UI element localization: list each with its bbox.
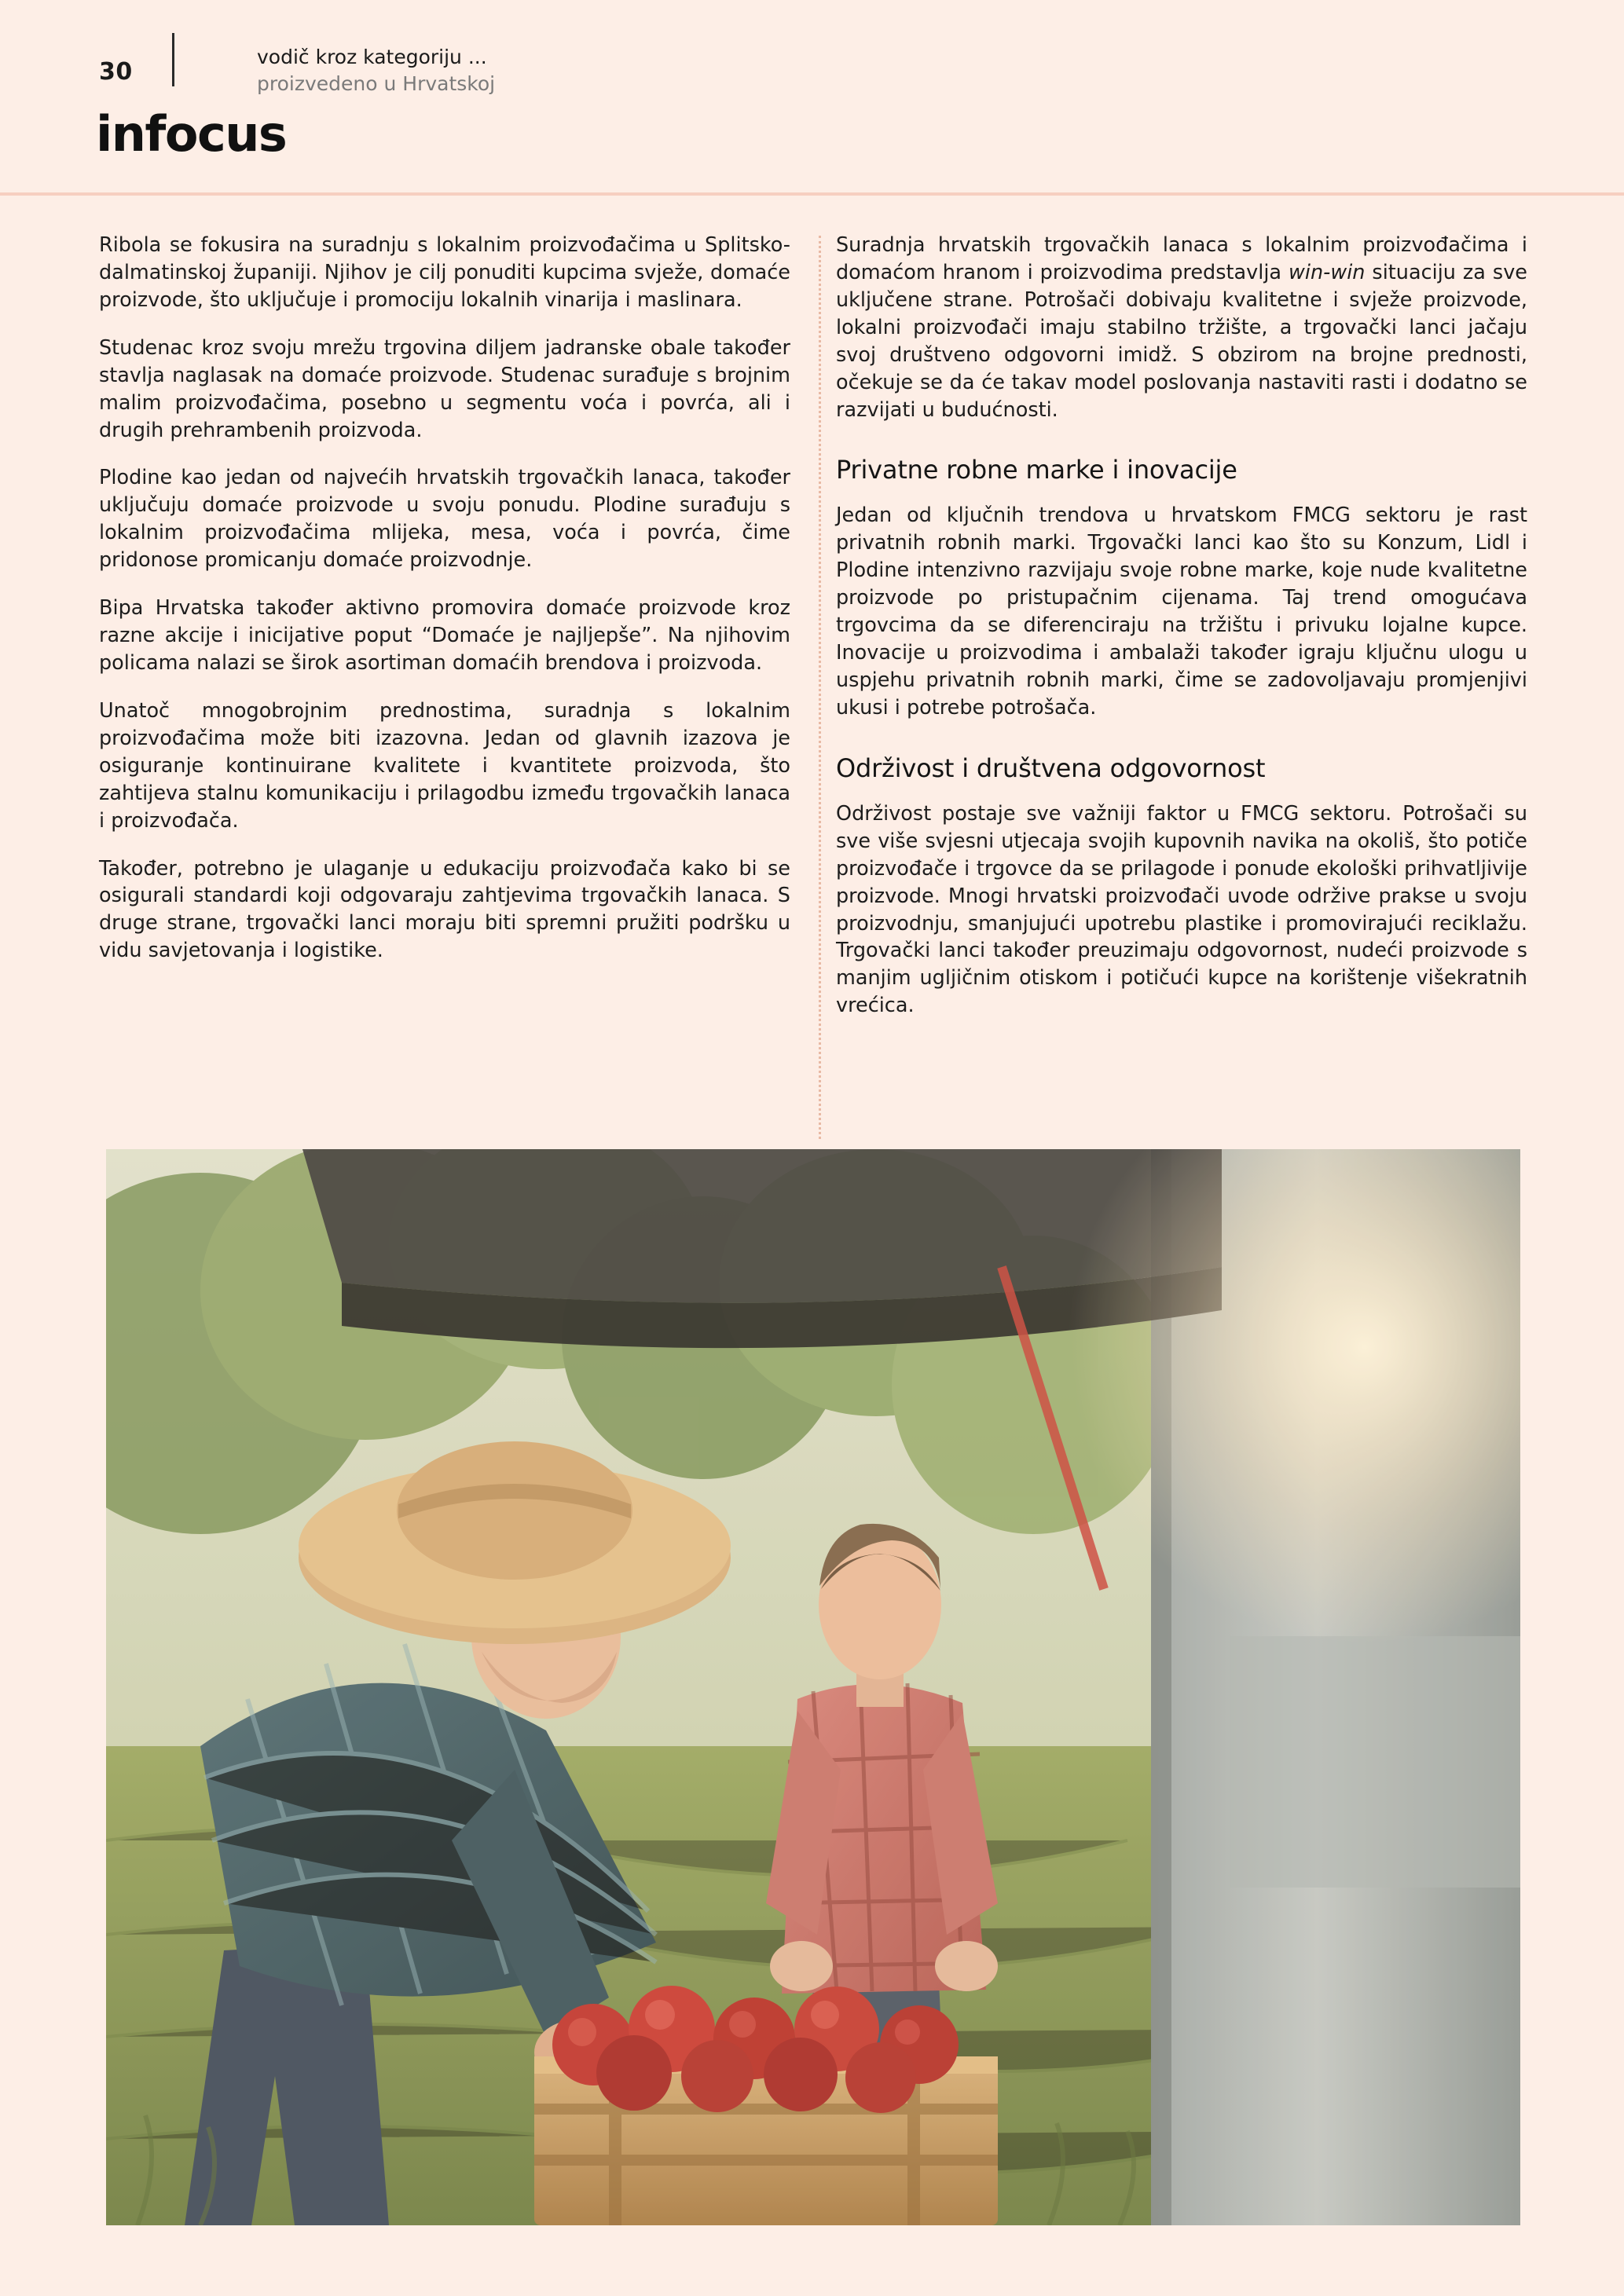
intro-paragraph xyxy=(836,232,1527,423)
paragraph: Jedan od ključnih trendova u hrvatskom FMCG sektoru je rast privatnih robnih marki. Trgovački lanci kao što su Konzum, Lidl i Plodine intenzivno razvijaju svoje robne marke, koje nude kvalitetne proizvode po pristupačnim cijenama. Taj trend omogućava trgovcima da se diferenciraju na tržištu i privuku lojalne kupce. Inovacije u proizvodima i ambalaži također igraju ključnu ulogu u uspjehu privatnih robnih marki, čime se zadovoljavaju promjenjivi ukusi i potrebe potrošača. xyxy=(836,504,1527,720)
paragraph: Studenac kroz svoju mrežu trgovina diljem jadranske obale također stavlja naglasak na domaće proizvode. Studenac surađuje s brojnim malim proizvođačima, posebno u segmentu voća i povrća, ali i drugih prehrambenih proizvoda. xyxy=(99,335,790,442)
right-column xyxy=(836,232,1527,1020)
paragraph: Plodine kao jedan od najvećih hrvatskih trgovačkih lanaca, također uključuju domaće proizvode u svoju ponudu. Plodine surađuju s lokalnim proizvođačima mlijeka, mesa, voća i povrća, čime pridonose promicanju domaće proizvodnje. xyxy=(99,466,790,573)
article-photo xyxy=(106,1149,1520,2225)
left-column xyxy=(99,232,790,965)
header-kicker-line1: vodič kroz kategoriju ... xyxy=(257,46,487,68)
paragraph: Također, potrebno je ulaganje u edukaciju proizvođača kako bi se osigurali standardi koji odgovaraju zahtjevima trgovačkih lanaca. S druge strane, trgovački lanci moraju biti spremni pružiti podršku u vidu savjetovanja i logistike. xyxy=(99,856,790,963)
header-kicker-line2: proizvedeno u Hrvatskoj xyxy=(257,72,496,95)
page-number: 30 xyxy=(99,58,133,86)
section-heading-sustainability: Održivost i društvena odgovornost xyxy=(836,753,1266,783)
paragraph: Unatoč mnogobrojnim prednostima, suradnja s lokalnim proizvođačima može biti izazovna. Jedan od glavnih izazova je osiguranje kontinuirane kvalitete i kvantitete proizvoda, što zahtijeva stalnu komunikaciju i prilagodbu između trgovačkih lanaca i proizvođača. xyxy=(99,698,790,833)
page-title: infocus xyxy=(96,105,287,163)
paragraph: Bipa Hrvatska također aktivno promovira domaće proizvode kroz razne akcije i inicijative poput “Domaće je najljepše”. Na njihovim policama nalazi se širok asortiman domaćih brendova i proizvoda. xyxy=(99,596,790,675)
intro-italic-term: win-win xyxy=(1289,260,1366,284)
intro-pre: Suradnja hrvatskih trgovačkih lanaca s lokalnim proizvođačima i domaćom hranom i proizvodima predstavlja xyxy=(836,233,1527,284)
header-divider xyxy=(172,33,174,86)
intro-post: situaciju za sve uključene strane. Potrošači dobivaju kvalitetne i svježe proizvode, lokalni proizvođači imaju stabilno tržište, a trgovački lanci jačaju svoj društveno odgovorni imidž. S obzirom na brojne prednosti, očekuje se da će takav model poslovanja nastaviti rasti i dodatno se razvijati u budućnosti. xyxy=(836,260,1527,422)
header-rule xyxy=(0,192,1624,196)
photo-illustration xyxy=(106,1149,1520,2225)
paragraph: Održivost postaje sve važniji faktor u FMCG sektoru. Potrošači su sve više svjesni utjecaja svojih kupovnih navika na okoliš, što potiče proizvođače i trgovce da se prilagode i ponude ekološki prihvatljivije proizvode. Mnogi hrvatski proizvođači uvode održive prakse u svoju proizvodnju, smanjujući upotrebu plastike i promovirajući reciklažu. Trgovački lanci također preuzimaju odgovornost, nudeći proizvode s manjim ugljičnim otiskom i potičući kupce na korištenje višekratnih vrećica. xyxy=(836,801,1527,1018)
column-divider xyxy=(819,236,821,1139)
paragraph: Ribola se fokusira na suradnju s lokalnim proizvođačima u Splitsko-dalmatinskoj županiji. Njihov je cilj ponuditi kupcima svježe, domaće proizvode, što uključuje i promociju lokalnih vinarija i maslinara. xyxy=(99,233,790,312)
page-header xyxy=(0,0,1624,192)
section-heading-private-labels: Privatne robne marke i inovacije xyxy=(836,455,1237,485)
